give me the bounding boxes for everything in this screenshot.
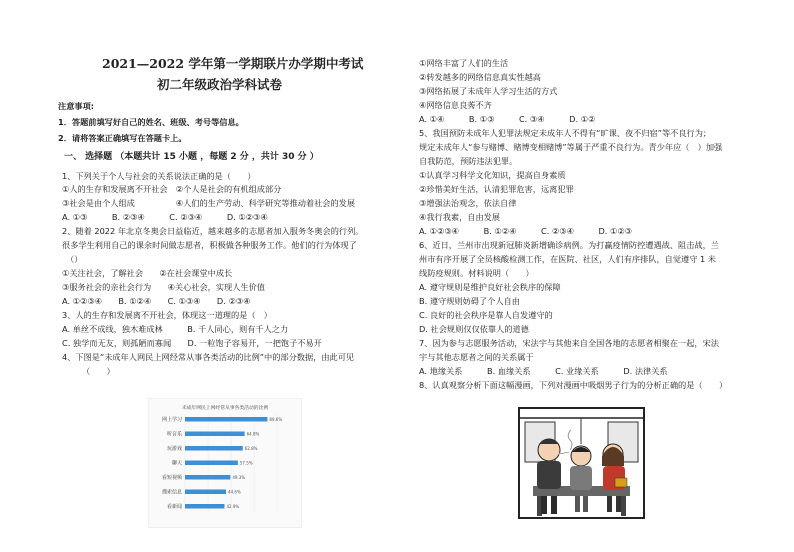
answer-options: A. 单丝不成线，独木难成林 B. 千人同心，则有千人之力	[62, 324, 289, 334]
chart-value-label: 42.9%	[226, 504, 240, 509]
question-line: 5、我国预防未成年人犯罪法规定未成年人不得有“旷课、夜不归宿”等不良行为；	[419, 128, 712, 138]
question-line: 很多学生利用自己的课余时间做志愿者，积极做各种服务工作。他们的行为体现了	[62, 240, 357, 250]
notes-heading: 注意事项:	[58, 101, 95, 111]
chart-bar	[185, 446, 243, 451]
answer-options: A. 地缘关系 B. 血缘关系 C. 业缘关系 D. 法律关系	[419, 366, 668, 376]
chart-bar	[185, 504, 224, 509]
chart-category-label: 玩游戏	[166, 446, 182, 452]
exam-subtitle: 初二年级政治学科试卷	[157, 77, 283, 92]
chart-bar	[185, 417, 267, 422]
question-line: ①网络丰富了人们的生活	[419, 58, 509, 68]
chart-value-label: 62.8%	[244, 446, 258, 451]
chart-value-label: 49.3%	[232, 475, 246, 480]
section-heading: 一、 选择题 （本题共计 15 小题 ，每题 2 分 ，共计 30 分 ）	[64, 152, 319, 162]
question-line: 2、随着 2022 年北京冬奥会日益临近，越来越多的志愿者加入服务冬奥会的行列。	[62, 226, 364, 236]
question-line: 规定未成年人“参与赌博、赌博变相赌博”等属于严重不良行为。青少年应（ ）加强	[419, 142, 723, 152]
chart-category-label: 听音乐	[166, 431, 182, 438]
question-line: ④我行我素，自由发展	[419, 212, 501, 222]
question-line: ②转发越多的网络信息真实性越高	[419, 72, 541, 82]
activity-bar-chart	[148, 398, 302, 528]
question-line: 1、下列关于个人与社会的关系说法正确的是（ ）	[62, 171, 256, 181]
question-line: ④网络信息良莠不齐	[419, 100, 492, 110]
answer-options: A. ①③ B. ②③④ C. ②③④ D. ①②③④	[62, 212, 268, 222]
answer-options: A. ①②③④ B. ①②④ C. ②③④ D. ①②③	[419, 226, 633, 236]
question-line: ③增强法治观念，依法自律	[419, 198, 517, 208]
question-line: ③服务社会的亲社会行为 ④关心社会，实现人生价值	[62, 282, 265, 292]
exam-title: 2021—2022 学年第一学期联片办学期中考试	[102, 56, 364, 71]
answer-option: B. 遵守规则妨碍了个人自由	[419, 296, 520, 306]
chart-value-label: 64.8%	[246, 431, 260, 437]
question-line: 线防疫规则。材料说明（ ）	[419, 268, 534, 278]
question-line: 6、近日，兰州市出现新冠肺炎新增确诊病例。为打赢疫情防控遭遇战、阻击战，兰	[419, 240, 719, 250]
chart-category-label: 网上学习	[161, 417, 182, 423]
question-line: ③社会是由个人组成 ④人们的生产劳动、科学研究等推动着社会的发展	[62, 198, 356, 208]
answer-option: C. 良好的社会秩序是靠人自发遵守的	[419, 310, 553, 320]
question-line: 宇与其他志愿者之间的关系属于	[419, 352, 534, 362]
chart-bar	[185, 475, 230, 480]
question-line: 自我防范，预防违法犯罪。	[419, 156, 518, 166]
answer-options: C. 独学而无友，则孤陋而寡闻 D. 一粒饱子容易开，一把饱子不易开	[62, 338, 322, 348]
answer-option: D. 社会规则仅仅依靠人的道德	[419, 324, 529, 334]
chart-category-label: 聊天	[171, 460, 182, 467]
chart-category-label: 看新闻	[166, 504, 182, 510]
question-line: 7、因为参与志愿服务活动，宋法宇与其他来自全国各地的志愿者相聚在一起，宋法	[419, 338, 719, 348]
chart-bar	[185, 490, 226, 495]
question-line: （ ）	[82, 366, 115, 376]
answer-options: A. ①②③④ B. ①②④ C. ①③④ D. ②③④	[62, 296, 251, 306]
question-line: ③网络拓展了未成年人学习生活的方式	[419, 86, 558, 96]
question-line: ①认真学习科学文化知识，提高自身素质	[419, 170, 566, 180]
question-line: ②珍惜美好生活，认清犯罪危害，远离犯罪	[419, 184, 574, 194]
question-line: 3、人的生存和发展离不开社会，体现这一道理的是（ ）	[62, 310, 272, 320]
chart-title: 未成年网民上网经常从事各类活动的比例	[181, 406, 269, 411]
question-line: 4、下图是“未成年人网民上网经常从事各类活动的比例”中的部分数据，由此可见	[62, 352, 355, 362]
answer-option: A. 遵守规则是维护良好社会秩序的保障	[419, 282, 561, 292]
chart-bar	[185, 461, 238, 466]
chart-value-label: 89.6%	[269, 417, 283, 422]
question-line: ①关注社会，了解社会 ②在社会课堂中成长	[62, 268, 233, 278]
note-item: 1．答题前填写好自己的姓名、班级、考号等信息。	[58, 117, 244, 127]
chart-canvas	[149, 399, 301, 527]
answer-options: A. ①④ B. ①③ C. ③④ D. ①②	[419, 114, 596, 124]
note-item: 2．请将答案正确填写在答题卡上。	[58, 133, 187, 143]
question-line: ①人的生存和发展离不开社会 ②个人是社会的有机组成部分	[62, 184, 282, 194]
chart-value-label: 57.5%	[239, 460, 253, 466]
question-line: （）	[66, 254, 83, 264]
chart-category-label: 搜索信息	[161, 489, 182, 496]
chart-value-label: 44.6%	[228, 489, 241, 495]
question-line: 州市有序开展了全员核酸检测工作，在医院、社区，人们有序排队，自觉遵守 1 米	[419, 254, 716, 264]
smoking-cartoon-illustration	[515, 404, 648, 522]
chart-bar	[185, 432, 245, 437]
chart-category-label: 看短视频	[161, 475, 182, 481]
question-line: 8、认真观察分析下面这幅漫画，下列对漫画中吸烟男子行为的分析正确的是（ ）	[419, 380, 728, 390]
